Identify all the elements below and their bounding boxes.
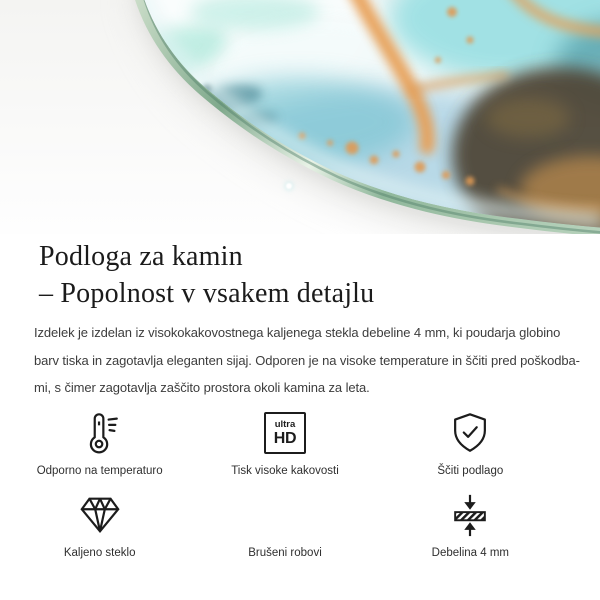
description-line: Izdelek je izdelan iz visokokakovostnega kaljenega stekla debeline 4 mm, ki poudarja globino xyxy=(34,325,561,340)
feature-label: Ščiti podlago xyxy=(437,464,504,477)
feature-thickness xyxy=(378,492,563,559)
features-grid xyxy=(7,410,563,559)
feature-tempered-glass xyxy=(7,492,192,559)
diamond-icon xyxy=(77,492,123,539)
feature-label: Odporno na temperaturo xyxy=(36,464,163,477)
thickness-icon xyxy=(447,492,493,539)
glass-panel-photo xyxy=(0,0,600,234)
feature-print-quality xyxy=(192,410,377,477)
feature-beveled-edges xyxy=(192,492,377,559)
feature-label: Kaljeno steklo xyxy=(63,546,136,559)
ultra-hd-icon xyxy=(264,410,306,457)
description-line: mi, s čimer zagotavlja zaščito prostora okoli kamina za leta. xyxy=(34,380,370,395)
beveled-edges-icon xyxy=(262,492,308,539)
feature-label: Tisk visoke kakovosti xyxy=(231,464,339,477)
shield-check-icon xyxy=(447,410,493,457)
feature-label: Brušeni robovi xyxy=(248,546,322,559)
product-description xyxy=(34,319,579,402)
feature-protects-surface xyxy=(378,410,563,477)
description-line: barv tiska in zagotavlja eleganten sijaj. Odporen je na visoke temperature in ščiti pred poškodba- xyxy=(34,352,580,368)
title-line-2: – Popolnost v vsakem detajlu xyxy=(39,278,375,309)
product-image xyxy=(0,0,600,234)
page-title xyxy=(39,238,570,312)
ultra-hd-icon-text-bottom: HD xyxy=(273,430,297,447)
feature-temperature xyxy=(7,410,192,477)
feature-label: Debelina 4 mm xyxy=(431,546,509,559)
title-line-1: Podloga za kamin xyxy=(39,241,243,272)
product-description-section xyxy=(0,238,600,559)
ultra-hd-icon-text-top: ultra xyxy=(274,419,296,430)
thermometer-icon xyxy=(77,410,123,457)
